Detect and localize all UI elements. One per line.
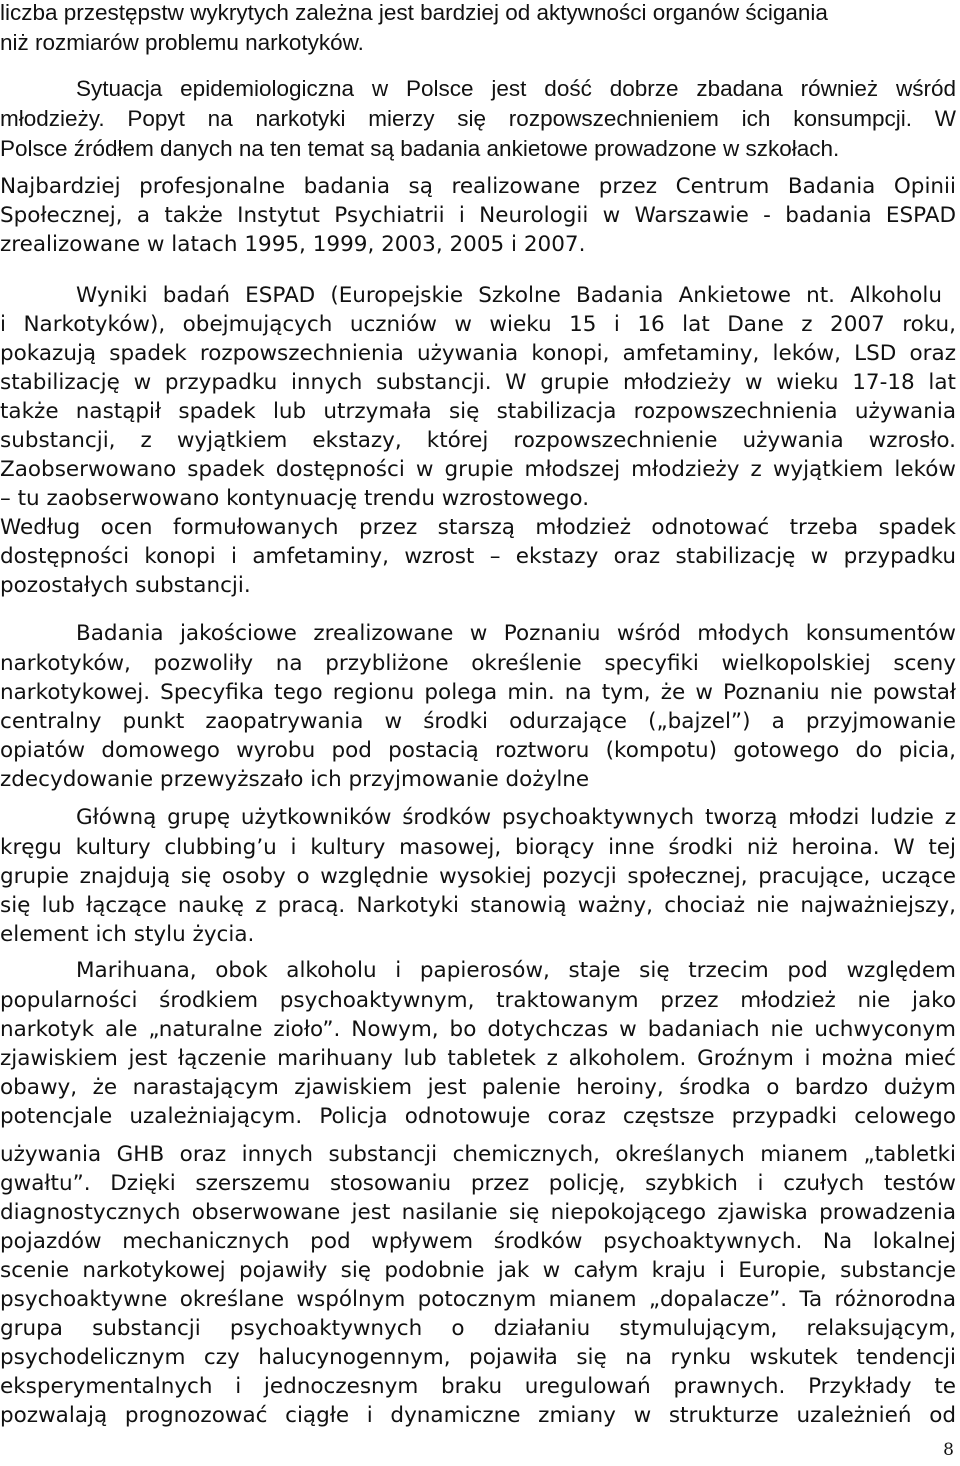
- text-line: zrealizowane w latach 1995, 1999, 2003, 2005 i 2007.: [0, 232, 586, 257]
- text-line: obawy, że narastającym zjawiskiem jest palenie heroiny, środka o bardzo dużym: [0, 1075, 956, 1100]
- text-line: się lub łączące naukę z pracą. Narkotyki stanowią ważny, chociaż nie najważniejszy,: [0, 893, 956, 918]
- text-line: Badania jakościowe zrealizowane w Poznaniu wśród młodych konsumentów: [76, 621, 956, 646]
- text-line: grupa substancji psychoaktywnych o działaniu stymulującym, relaksującym,: [0, 1316, 956, 1341]
- text-line: scenie narkotykowej pojawiły się podobnie jak w całym kraju i Europie, substancje: [0, 1258, 956, 1283]
- text-line: narkotyków, pozwoliły na przybliżone określenie specyfiki wielkopolskiej sceny: [0, 651, 956, 676]
- text-line: Według ocen formułowanych przez starszą młodzież odnotować trzeba spadek: [0, 515, 956, 540]
- text-line: Główną grupę użytkowników środków psychoaktywnych tworzą młodzi ludzie z: [76, 805, 956, 830]
- text-line: – tu zaobserwowano kontynuację trendu wzrostowego.: [0, 486, 590, 511]
- text-line: pojazdów mechanicznych pod wpływem środków psychoaktywnych. Na lokalnej: [0, 1229, 956, 1254]
- text-line: młodzieży. Popyt na narkotyki mierzy się rozpowszechnieniem ich konsumpcji. W: [0, 106, 956, 131]
- text-line: Zaobserwowano spadek dostępności w grupie młodszej młodzieży z wyjątkiem leków: [0, 457, 956, 482]
- text-line: i Narkotyków), obejmujących uczniów w wieku 15 i 16 lat Dane z 2007 roku,: [0, 312, 956, 337]
- text-line: element ich stylu życia.: [0, 922, 255, 947]
- text-line: psychoaktywne określane wspólnym potocznym mianem „dopalacze”. Ta różnorodna: [0, 1287, 956, 1312]
- text-line: eksperymentalnych i jednoczesnym braku uregulowań prawnych. Przykłady te: [0, 1374, 956, 1399]
- text-line: stabilizację w przypadku innych substancji. W grupie młodzieży w wieku 17-18 lat: [0, 370, 956, 395]
- text-line: Wyniki badań ESPAD (Europejskie Szkolne Badania Ankietowe nt. Alkoholu: [76, 283, 942, 308]
- text-line: dostępności konopi i amfetaminy, wzrost – ekstazy oraz stabilizację w przypadku: [0, 544, 956, 569]
- text-line: popularności środkiem psychoaktywnym, traktowanym przez młodzież nie jako: [0, 988, 956, 1013]
- text-line: gwałtu”. Dzięki szerszemu stosowaniu przez policję, szybkich i czułych testów: [0, 1171, 956, 1196]
- text-line: narkotyk ale „naturalne zioło”. Nowym, bo dotychczas w badaniach nie uchwyconym: [0, 1017, 956, 1042]
- text-line: Najbardziej profesjonalne badania są realizowane przez Centrum Badania Opinii: [0, 174, 956, 199]
- text-line: używania GHB oraz innych substancji chemicznych, określanych mianem „tabletki: [0, 1142, 956, 1167]
- text-line: psychodelicznym czy halucynogennym, pojawiła się na rynku wskutek tendencji: [0, 1345, 956, 1370]
- text-line: Społecznej, a także Instytut Psychiatrii i Neurologii w Warszawie - badania ESPAD: [0, 203, 956, 228]
- text-line: kręgu kultury clubbing’u i kultury masowej, biorący inne środki niż heroina. W tej: [0, 835, 956, 860]
- text-line: zjawiskiem jest łączenie marihuany lub tabletek z alkoholem. Groźnym i można mieć: [0, 1046, 956, 1071]
- text-line: grupie znajdują się osoby o względnie wysokiej pozycji społecznej, pracujące, uczące: [0, 864, 956, 889]
- text-line: Polsce źródłem danych na ten temat są badania ankietowe prowadzone w szkołach.: [0, 136, 840, 161]
- text-line: niż rozmiarów problemu narkotyków.: [0, 30, 364, 55]
- text-line: Sytuacja epidemiologiczna w Polsce jest dość dobrze zbadana również wśród: [76, 76, 956, 101]
- text-line: także nastąpił spadek lub utrzymała się stabilizacja rozpowszechnienia używania: [0, 399, 956, 424]
- page-number: 8: [943, 1440, 954, 1460]
- text-line: potencjale uzależniającym. Policja odnotowuje coraz częstsze przypadki celowego: [0, 1104, 956, 1129]
- text-line: liczba przestępstw wykrytych zależna jest bardziej od aktywności organów ścigania: [0, 0, 828, 25]
- text-line: opiatów domowego wyrobu pod postacią roztworu (kompotu) gotowego do picia,: [0, 738, 956, 763]
- text-line: pokazują spadek rozpowszechnienia używania konopi, amfetaminy, leków, LSD oraz: [0, 341, 956, 366]
- text-line: narkotykowej. Specyfika tego regionu polega min. na tym, że w Poznaniu nie powstał: [0, 680, 956, 705]
- text-line: substancji, z wyjątkiem ekstazy, której rozpowszechnienie używania wzrosło.: [0, 428, 956, 453]
- text-line: centralny punkt zaopatrywania w środki odurzające („bajzel”) a przyjmowanie: [0, 709, 956, 734]
- text-line: Marihuana, obok alkoholu i papierosów, staje się trzecim pod względem: [76, 958, 956, 983]
- text-line: zdecydowanie przewyższało ich przyjmowanie dożylne: [0, 767, 590, 792]
- text-line: pozostałych substancji.: [0, 573, 251, 598]
- text-line: pozwalają prognozować ciągłe i dynamiczne zmiany w strukturze uzależnień od: [0, 1403, 956, 1428]
- text-line: diagnostycznych obserwowane jest nasilanie się niepokojącego zjawiska prowadzenia: [0, 1200, 956, 1225]
